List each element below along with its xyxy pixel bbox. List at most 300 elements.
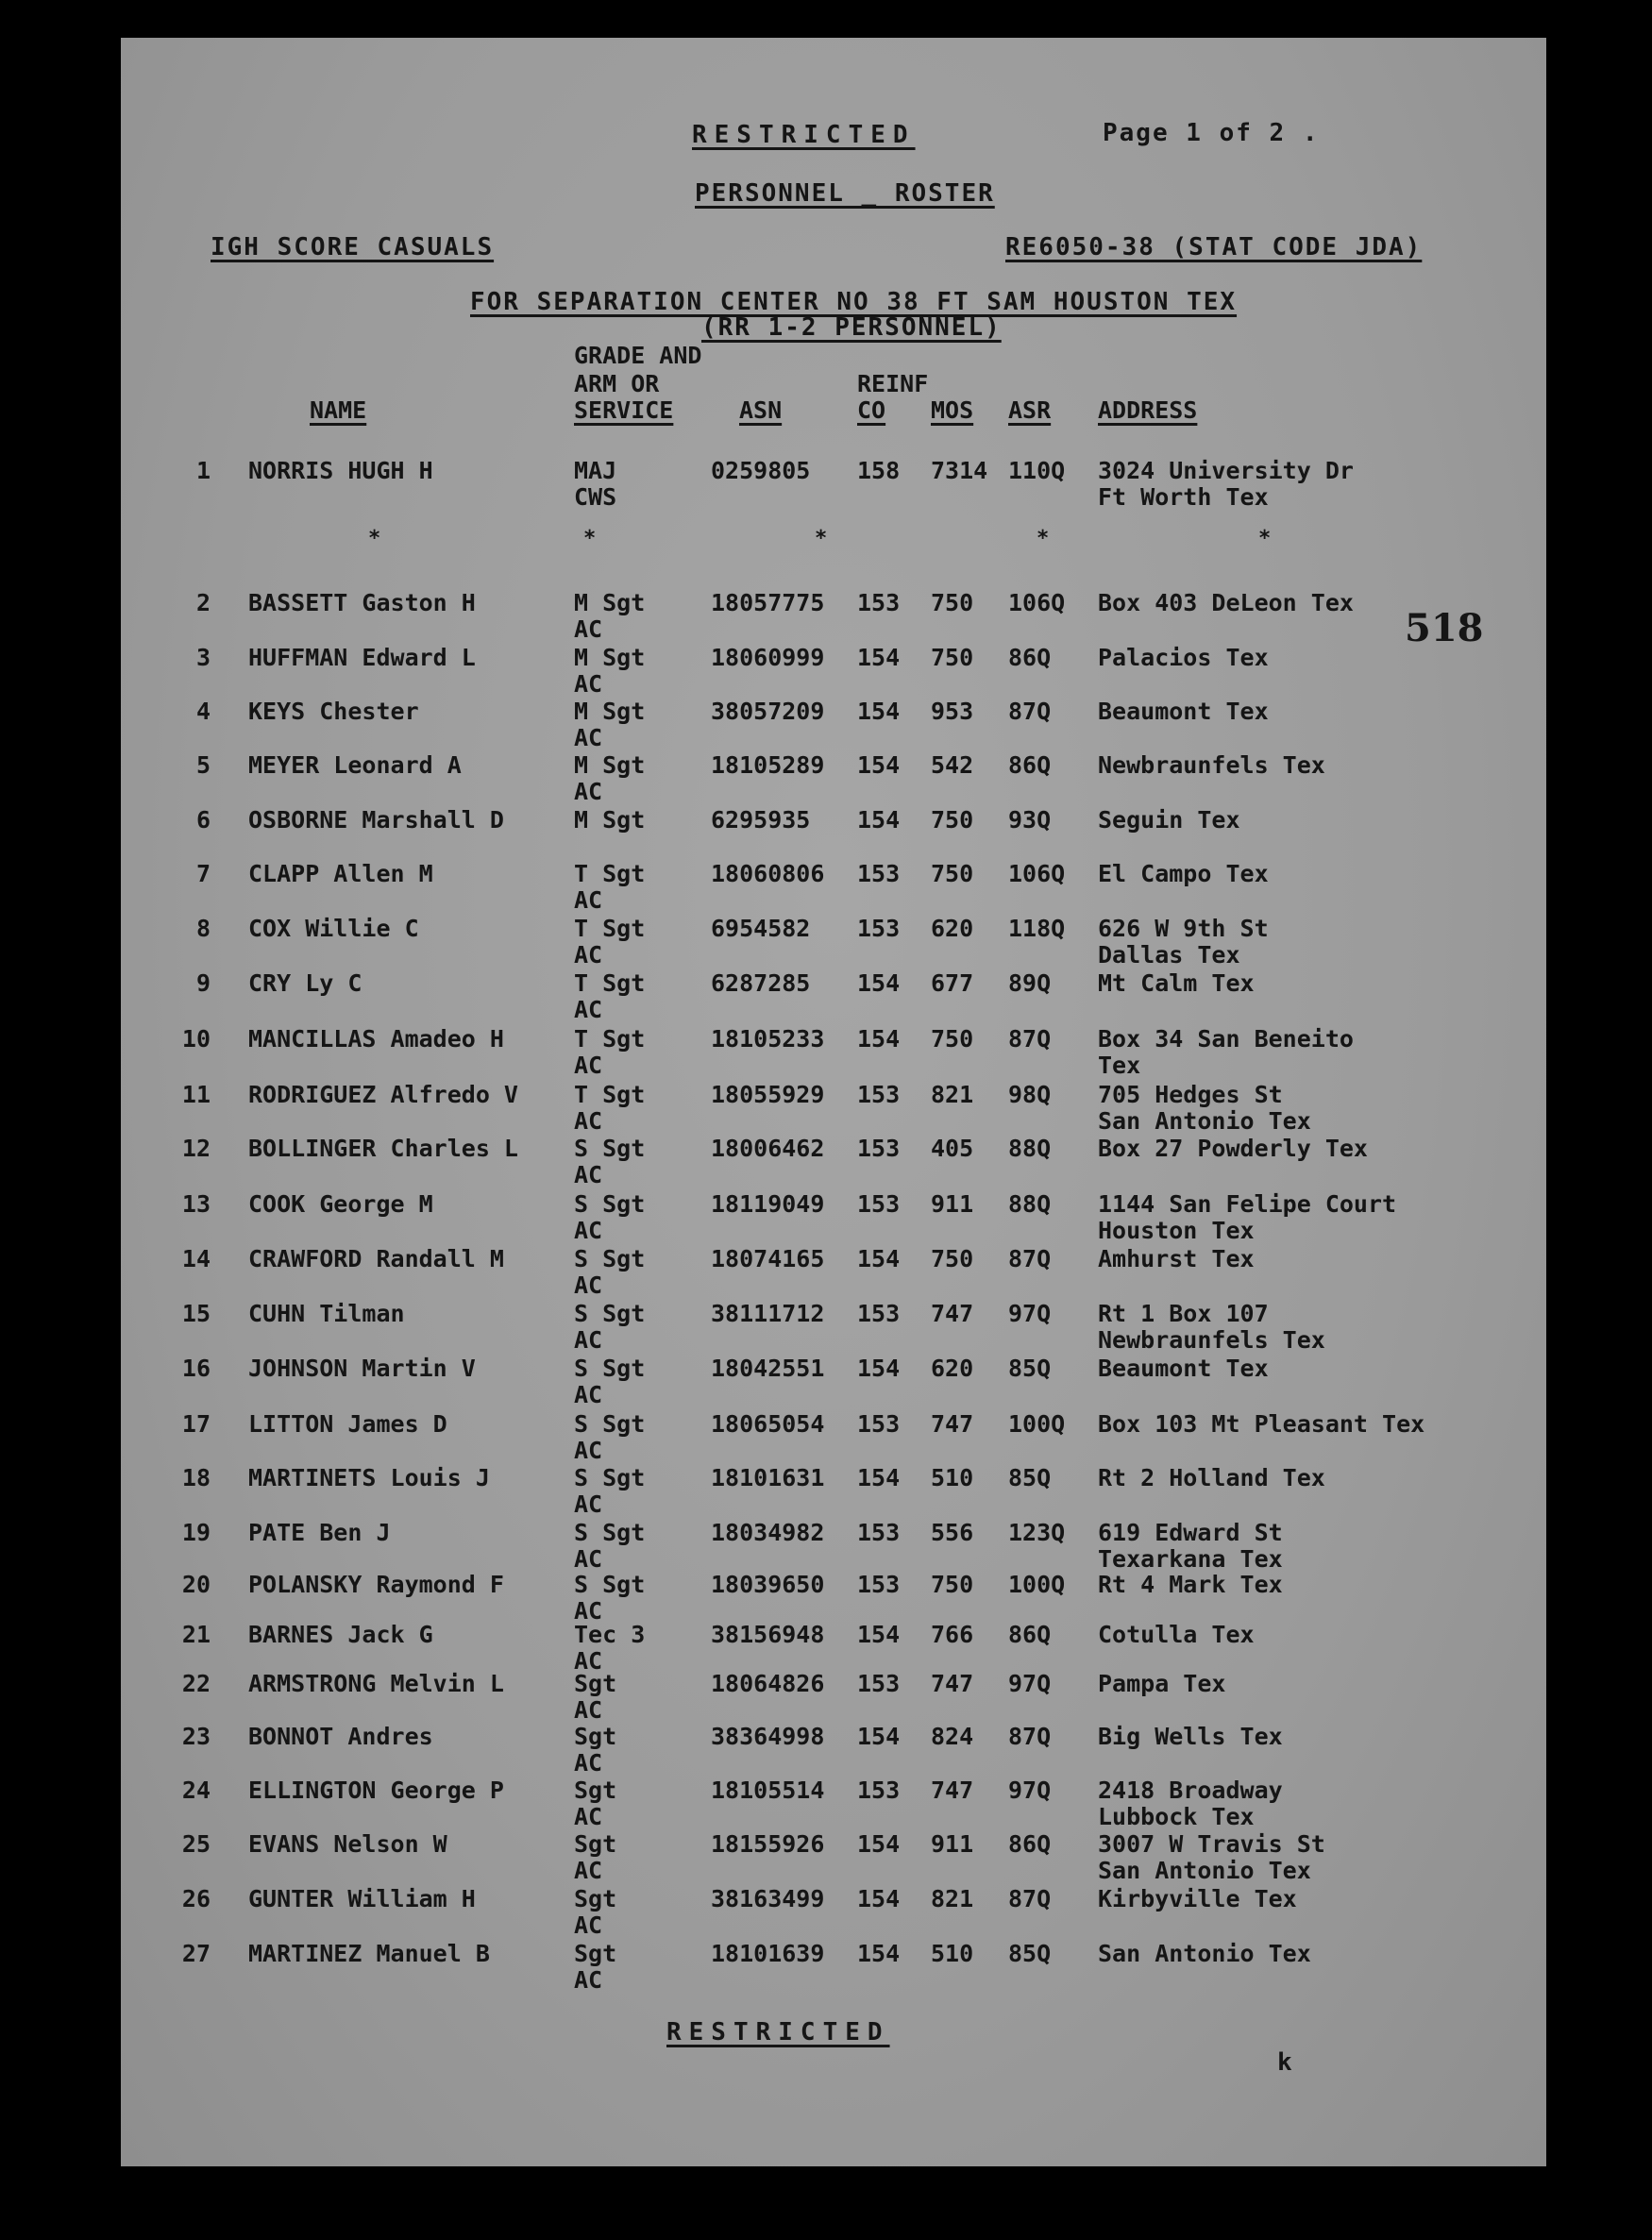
row-asr: 100Q <box>1008 1571 1066 1598</box>
row-name: GUNTER William H <box>248 1885 476 1912</box>
row-arm: AC <box>574 778 603 805</box>
row-asn: 18119049 <box>711 1190 825 1218</box>
row-name: JOHNSON Martin V <box>248 1355 476 1382</box>
table-row <box>121 1465 1537 1518</box>
row-name: ELLINGTON George P <box>248 1777 504 1804</box>
row-mos: 750 <box>931 589 974 616</box>
row-number: 12 <box>181 1135 211 1162</box>
row-arm: AC <box>574 941 603 968</box>
row-address-line1: Rt 1 Box 107 <box>1098 1300 1269 1327</box>
row-grade: Tec 3 <box>574 1621 646 1648</box>
row-number: 1 <box>195 457 211 484</box>
row-mos: 824 <box>931 1723 974 1750</box>
row-address-line1: San Antonio Tex <box>1098 1940 1311 1967</box>
row-number: 25 <box>181 1830 211 1858</box>
table-row <box>121 645 1537 698</box>
row-asn: 18065054 <box>711 1410 825 1438</box>
row-address-line1: Beaumont Tex <box>1098 1355 1269 1382</box>
row-name: OSBORNE Marshall D <box>248 806 504 834</box>
row-grade: S Sgt <box>574 1464 646 1491</box>
row-name: EVANS Nelson W <box>248 1830 447 1858</box>
row-asn: 18034982 <box>711 1519 825 1546</box>
row-grade: S Sgt <box>574 1410 646 1438</box>
table-row <box>121 861 1537 914</box>
row-asr: 88Q <box>1008 1190 1052 1218</box>
row-number: 4 <box>195 698 211 725</box>
row-co: 153 <box>857 1300 901 1327</box>
row-mos: 747 <box>931 1410 974 1438</box>
row-address-line1: 1144 San Felipe Court <box>1098 1190 1397 1218</box>
row-co: 153 <box>857 1190 901 1218</box>
row-arm: AC <box>574 1381 603 1408</box>
row-number: 9 <box>195 969 211 997</box>
row-arm: AC <box>574 1749 603 1777</box>
table-row <box>121 916 1537 968</box>
row-address-line1: Palacios Tex <box>1098 644 1269 671</box>
row-address-line1: Amhurst Tex <box>1098 1245 1255 1272</box>
row-asr: 87Q <box>1008 1025 1052 1053</box>
row-address-line1: 619 Edward St <box>1098 1519 1283 1546</box>
table-row <box>121 1622 1537 1675</box>
row-mos: 750 <box>931 644 974 671</box>
row-grade: Sgt <box>574 1940 617 1967</box>
unit-label: IGH SCORE CASUALS <box>211 233 495 261</box>
row-address-line2: Ft Worth Tex <box>1098 483 1269 511</box>
row-co: 154 <box>857 806 901 834</box>
row-grade: S Sgt <box>574 1519 646 1546</box>
row-asr: 87Q <box>1008 1245 1052 1272</box>
row-number: 10 <box>181 1025 211 1053</box>
row-asn: 18060806 <box>711 860 825 887</box>
row-asr: 85Q <box>1008 1940 1052 1967</box>
table-row <box>121 590 1537 643</box>
row-co: 154 <box>857 1025 901 1053</box>
row-arm: AC <box>574 1597 603 1625</box>
col-name: NAME <box>310 396 367 424</box>
row-arm: AC <box>574 1326 603 1354</box>
order-reference: RE6050-38 (STAT CODE JDA) <box>1005 233 1423 261</box>
row-asn: 18039650 <box>711 1571 825 1598</box>
table-row <box>121 1301 1537 1354</box>
row-name: CRAWFORD Randall M <box>248 1245 504 1272</box>
row-number: 23 <box>181 1723 211 1750</box>
row-asn: 0259805 <box>711 457 811 484</box>
row-grade: Sgt <box>574 1885 617 1912</box>
row-grade: M Sgt <box>574 806 646 834</box>
row-mos: 620 <box>931 1355 974 1382</box>
row-name: MARTINEZ Manuel B <box>248 1940 490 1967</box>
row-mos: 911 <box>931 1190 974 1218</box>
row-arm: AC <box>574 1161 603 1188</box>
row-grade: M Sgt <box>574 751 646 779</box>
row-arm: AC <box>574 1545 603 1573</box>
row-name: LITTON James D <box>248 1410 447 1438</box>
stamp-number: 518 <box>1405 606 1484 650</box>
row-arm: AC <box>574 996 603 1023</box>
row-name: MANCILLAS Amadeo H <box>248 1025 504 1053</box>
row-asn: 18105289 <box>711 751 825 779</box>
row-mos: 750 <box>931 1571 974 1598</box>
row-co: 154 <box>857 1940 901 1967</box>
row-grade: Sgt <box>574 1777 617 1804</box>
row-mos: 747 <box>931 1670 974 1697</box>
row-number: 24 <box>181 1777 211 1804</box>
row-name: COX Willie C <box>248 915 419 942</box>
ditto-mark: * <box>583 527 597 550</box>
row-address-line2: Houston Tex <box>1098 1217 1255 1244</box>
row-number: 16 <box>181 1355 211 1382</box>
row-name: MEYER Leonard A <box>248 751 462 779</box>
row-grade: T Sgt <box>574 969 646 997</box>
table-row <box>121 1411 1537 1464</box>
row-number: 18 <box>181 1464 211 1491</box>
row-number: 26 <box>181 1885 211 1912</box>
table-row <box>121 1886 1537 1939</box>
row-number: 19 <box>181 1519 211 1546</box>
row-grade: T Sgt <box>574 860 646 887</box>
col-asn: ASN <box>739 396 783 424</box>
classification-top: RESTRICTED <box>692 121 916 149</box>
row-arm: AC <box>574 886 603 914</box>
row-grade: T Sgt <box>574 915 646 942</box>
row-co: 154 <box>857 1355 901 1382</box>
row-asn: 6287285 <box>711 969 811 997</box>
row-number: 20 <box>181 1571 211 1598</box>
row-address-line1: Box 27 Powderly Tex <box>1098 1135 1368 1162</box>
row-name: MARTINETS Louis J <box>248 1464 490 1491</box>
row-mos: 620 <box>931 915 974 942</box>
row-asn: 18055929 <box>711 1081 825 1108</box>
row-number: 27 <box>181 1940 211 1967</box>
row-co: 154 <box>857 644 901 671</box>
row-asr: 93Q <box>1008 806 1052 834</box>
document-title: PERSONNEL _ ROSTER <box>695 179 995 208</box>
col-mos: MOS <box>931 396 974 424</box>
row-asr: 86Q <box>1008 1621 1052 1648</box>
row-name: RODRIGUEZ Alfredo V <box>248 1081 518 1108</box>
table-row <box>121 1136 1537 1188</box>
row-mos: 7314 <box>931 457 988 484</box>
col-address: ADDRESS <box>1098 396 1198 424</box>
row-name: BARNES Jack G <box>248 1621 433 1648</box>
row-number: 22 <box>181 1670 211 1697</box>
row-co: 153 <box>857 589 901 616</box>
table-row <box>121 752 1537 805</box>
row-asr: 86Q <box>1008 751 1052 779</box>
row-arm: AC <box>574 1272 603 1299</box>
row-co: 154 <box>857 1621 901 1648</box>
row-name: KEYS Chester <box>248 698 419 725</box>
row-number: 15 <box>181 1300 211 1327</box>
table-row <box>121 1671 1537 1724</box>
row-co: 153 <box>857 860 901 887</box>
row-asr: 118Q <box>1008 915 1066 942</box>
col-co-l2: CO <box>857 396 886 424</box>
row-arm: AC <box>574 1647 603 1675</box>
row-asn: 38163499 <box>711 1885 825 1912</box>
ditto-mark: * <box>1258 527 1272 550</box>
row-asn: 18105233 <box>711 1025 825 1053</box>
row-arm: AC <box>574 1052 603 1079</box>
table-row <box>121 1520 1537 1573</box>
col-grade-l2: ARM OR <box>574 370 660 397</box>
row-address-line1: El Campo Tex <box>1098 860 1269 887</box>
row-asn: 18101631 <box>711 1464 825 1491</box>
table-row <box>121 1191 1537 1244</box>
row-address-line2: Tex <box>1098 1052 1141 1079</box>
row-co: 154 <box>857 1723 901 1750</box>
row-arm: AC <box>574 1491 603 1518</box>
row-address-line2: Texarkana Tex <box>1098 1545 1283 1573</box>
row-co: 154 <box>857 698 901 725</box>
row-number: 6 <box>195 806 211 834</box>
row-arm: AC <box>574 1912 603 1939</box>
row-arm: AC <box>574 1107 603 1135</box>
row-asr: 87Q <box>1008 1723 1052 1750</box>
row-asr: 86Q <box>1008 644 1052 671</box>
row-number: 14 <box>181 1245 211 1272</box>
table-row <box>121 970 1537 1023</box>
row-mos: 911 <box>931 1830 974 1858</box>
row-co: 153 <box>857 1519 901 1546</box>
table-row <box>121 1246 1537 1299</box>
page-number: Page 1 of 2 . <box>1103 119 1320 147</box>
row-address-line1: Pampa Tex <box>1098 1670 1226 1697</box>
row-address-line1: Beaumont Tex <box>1098 698 1269 725</box>
row-address-line1: Newbraunfels Tex <box>1098 751 1325 779</box>
row-mos: 510 <box>931 1464 974 1491</box>
row-co: 153 <box>857 1571 901 1598</box>
row-name: HUFFMAN Edward L <box>248 644 476 671</box>
row-address-line1: Box 403 DeLeon Tex <box>1098 589 1354 616</box>
row-name: COOK George M <box>248 1190 433 1218</box>
col-grade-l1: GRADE AND <box>574 342 702 369</box>
row-asr: 123Q <box>1008 1519 1066 1546</box>
row-asn: 18064826 <box>711 1670 825 1697</box>
row-number: 8 <box>195 915 211 942</box>
row-grade: T Sgt <box>574 1025 646 1053</box>
col-asr: ASR <box>1008 396 1052 424</box>
row-asn: 6954582 <box>711 915 811 942</box>
row-asn: 18074165 <box>711 1245 825 1272</box>
row-asn: 38156948 <box>711 1621 825 1648</box>
row-address-line2: San Antonio Tex <box>1098 1857 1311 1884</box>
table-row <box>121 1777 1537 1830</box>
row-mos: 677 <box>931 969 974 997</box>
row-asn: 38057209 <box>711 698 825 725</box>
row-asn: 18155926 <box>711 1830 825 1858</box>
ditto-mark: * <box>815 527 828 550</box>
row-name: BOLLINGER Charles L <box>248 1135 518 1162</box>
row-address-line1: Big Wells Tex <box>1098 1723 1283 1750</box>
row-co: 154 <box>857 969 901 997</box>
row-address-line1: Box 103 Mt Pleasant Tex <box>1098 1410 1425 1438</box>
row-grade: T Sgt <box>574 1081 646 1108</box>
row-name: CUHN Tilman <box>248 1300 405 1327</box>
row-arm: AC <box>574 1437 603 1464</box>
row-asn: 18057775 <box>711 589 825 616</box>
personnel-category: (RR 1-2 PERSONNEL) <box>701 313 1002 342</box>
row-number: 3 <box>195 644 211 671</box>
row-name: BASSETT Gaston H <box>248 589 476 616</box>
row-arm: CWS <box>574 483 617 511</box>
row-mos: 542 <box>931 751 974 779</box>
row-number: 5 <box>195 751 211 779</box>
row-address-line1: 3007 W Travis St <box>1098 1830 1325 1858</box>
row-grade: Sgt <box>574 1670 617 1697</box>
row-asr: 100Q <box>1008 1410 1066 1438</box>
row-mos: 405 <box>931 1135 974 1162</box>
row-grade: S Sgt <box>574 1245 646 1272</box>
row-co: 154 <box>857 751 901 779</box>
row-address-line1: 705 Hedges St <box>1098 1081 1283 1108</box>
row-asr: 98Q <box>1008 1081 1052 1108</box>
row-address-line1: Mt Calm Tex <box>1098 969 1255 997</box>
row-name: PATE Ben J <box>248 1519 391 1546</box>
row-co: 158 <box>857 457 901 484</box>
row-asr: 87Q <box>1008 698 1052 725</box>
row-name: NORRIS HUGH H <box>248 457 433 484</box>
row-arm: AC <box>574 670 603 698</box>
row-asr: 97Q <box>1008 1300 1052 1327</box>
row-asn: 18006462 <box>711 1135 825 1162</box>
col-co-l1: REINF <box>857 370 929 397</box>
row-address-line2: Lubbock Tex <box>1098 1803 1255 1830</box>
row-arm: AC <box>574 1966 603 1994</box>
row-asr: 97Q <box>1008 1670 1052 1697</box>
row-asr: 106Q <box>1008 589 1066 616</box>
row-grade: MAJ <box>574 457 617 484</box>
row-mos: 766 <box>931 1621 974 1648</box>
table-row <box>121 699 1537 751</box>
row-co: 153 <box>857 1081 901 1108</box>
row-asr: 88Q <box>1008 1135 1052 1162</box>
row-grade: S Sgt <box>574 1355 646 1382</box>
table-row <box>121 1026 1537 1079</box>
table-row <box>121 1941 1537 1994</box>
row-asr: 89Q <box>1008 969 1052 997</box>
row-grade: M Sgt <box>574 698 646 725</box>
row-co: 154 <box>857 1245 901 1272</box>
row-asn: 18105514 <box>711 1777 825 1804</box>
row-mos: 750 <box>931 1245 974 1272</box>
row-address-line1: 2418 Broadway <box>1098 1777 1283 1804</box>
row-address-line2: San Antonio Tex <box>1098 1107 1311 1135</box>
row-number: 2 <box>195 589 211 616</box>
row-address-line1: Box 34 San Beneito <box>1098 1025 1354 1053</box>
row-grade: M Sgt <box>574 589 646 616</box>
row-mos: 750 <box>931 1025 974 1053</box>
row-number: 7 <box>195 860 211 887</box>
row-asn: 38364998 <box>711 1723 825 1750</box>
row-mos: 821 <box>931 1081 974 1108</box>
typist-initial: k <box>1277 2048 1294 2077</box>
row-mos: 953 <box>931 698 974 725</box>
row-address-line1: Rt 2 Holland Tex <box>1098 1464 1325 1491</box>
row-co: 153 <box>857 1135 901 1162</box>
row-grade: Sgt <box>574 1723 617 1750</box>
row-address-line1: Rt 4 Mark Tex <box>1098 1571 1283 1598</box>
row-arm: AC <box>574 1217 603 1244</box>
row-asr: 85Q <box>1008 1464 1052 1491</box>
row-co: 153 <box>857 915 901 942</box>
row-mos: 747 <box>931 1300 974 1327</box>
row-grade: S Sgt <box>574 1571 646 1598</box>
row-mos: 556 <box>931 1519 974 1546</box>
row-asr: 85Q <box>1008 1355 1052 1382</box>
row-arm: AC <box>574 615 603 643</box>
document-page <box>121 38 1546 2166</box>
row-co: 154 <box>857 1464 901 1491</box>
table-row <box>121 1724 1537 1777</box>
row-address-line1: Kirbyville Tex <box>1098 1885 1297 1912</box>
row-co: 153 <box>857 1670 901 1697</box>
row-asr: 97Q <box>1008 1777 1052 1804</box>
row-grade: S Sgt <box>574 1135 646 1162</box>
row-address-line1: 626 W 9th St <box>1098 915 1269 942</box>
table-row <box>121 1572 1537 1625</box>
row-address-line1: Seguin Tex <box>1098 806 1240 834</box>
row-asr: 86Q <box>1008 1830 1052 1858</box>
row-asr: 110Q <box>1008 457 1066 484</box>
row-grade: M Sgt <box>574 644 646 671</box>
row-mos: 747 <box>931 1777 974 1804</box>
row-co: 154 <box>857 1885 901 1912</box>
row-asn: 6295935 <box>711 806 811 834</box>
row-mos: 510 <box>931 1940 974 1967</box>
row-address-line1: Cotulla Tex <box>1098 1621 1255 1648</box>
col-grade-l3: SERVICE <box>574 396 674 424</box>
row-address-line2: Newbraunfels Tex <box>1098 1326 1325 1354</box>
row-asn: 18101639 <box>711 1940 825 1967</box>
row-grade: Sgt <box>574 1830 617 1858</box>
destination-line: FOR SEPARATION CENTER NO 38 FT SAM HOUSTON TEX <box>470 288 1238 316</box>
row-co: 153 <box>857 1410 901 1438</box>
row-address-line2: Dallas Tex <box>1098 941 1240 968</box>
row-asr: 87Q <box>1008 1885 1052 1912</box>
row-address-line1: 3024 University Dr <box>1098 457 1354 484</box>
row-asn: 18060999 <box>711 644 825 671</box>
ditto-mark: * <box>1037 527 1050 550</box>
row-number: 21 <box>181 1621 211 1648</box>
table-row <box>121 1356 1537 1408</box>
row-name: CRY Ly C <box>248 969 362 997</box>
row-arm: AC <box>574 1696 603 1724</box>
row-name: BONNOT Andres <box>248 1723 433 1750</box>
row-name: ARMSTRONG Melvin L <box>248 1670 504 1697</box>
row-grade: S Sgt <box>574 1300 646 1327</box>
row-mos: 821 <box>931 1885 974 1912</box>
row-name: POLANSKY Raymond F <box>248 1571 504 1598</box>
table-row <box>121 1831 1537 1884</box>
ditto-mark: * <box>368 527 381 550</box>
row-name: CLAPP Allen M <box>248 860 433 887</box>
row-number: 17 <box>181 1410 211 1438</box>
row-asr: 106Q <box>1008 860 1066 887</box>
row-co: 154 <box>857 1830 901 1858</box>
row-asn: 18042551 <box>711 1355 825 1382</box>
row-grade: S Sgt <box>574 1190 646 1218</box>
table-row <box>121 458 1537 511</box>
classification-bottom: RESTRICTED <box>666 2018 890 2046</box>
table-row <box>121 807 1537 860</box>
row-asn: 38111712 <box>711 1300 825 1327</box>
table-row <box>121 1082 1537 1135</box>
row-mos: 750 <box>931 806 974 834</box>
row-arm: AC <box>574 1803 603 1830</box>
row-number: 11 <box>181 1081 211 1108</box>
row-arm: AC <box>574 1857 603 1884</box>
